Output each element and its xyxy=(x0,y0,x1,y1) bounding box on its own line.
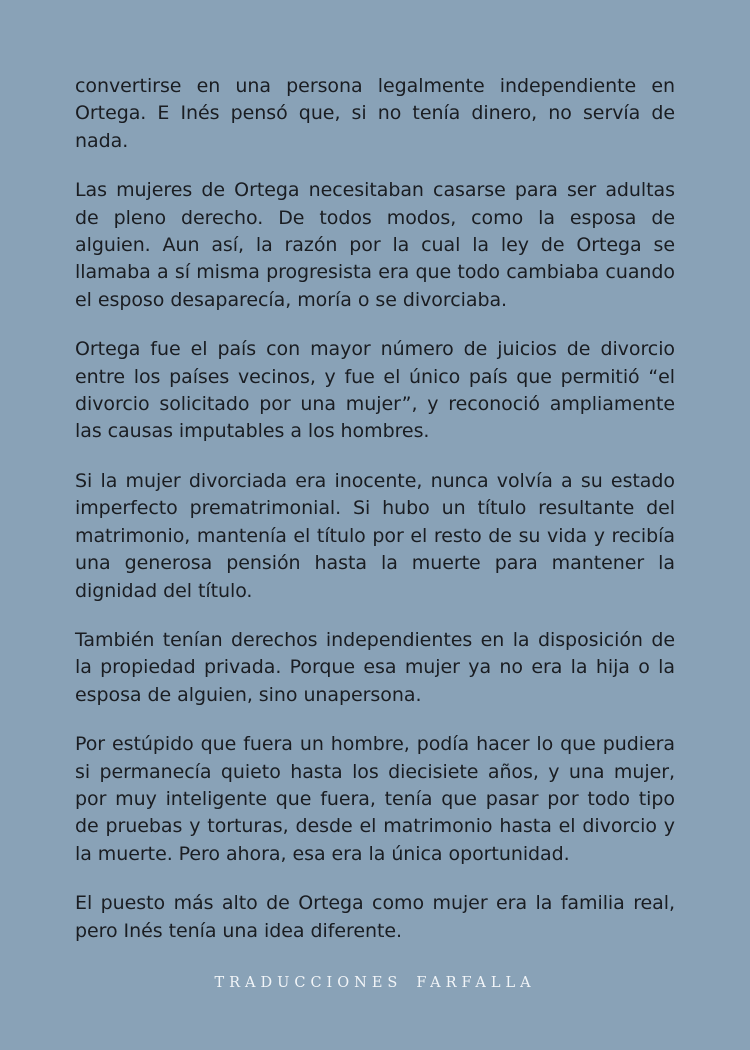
page-footer xyxy=(0,975,750,991)
paragraph: Si la mujer divorciada era inocente, nunca volvía a su estado imperfecto prematrimonial. Si hubo un título resultante del matrimonio, mantenía el título por el resto de su vida y recibía una generosa pensión hasta la muerte para mantener la dignidad del título. xyxy=(75,469,675,602)
paragraph: Ortega fue el país con mayor número de juicios de divorcio entre los países vecinos, y fue el único país que permitió “el divorcio solicitado por una mujer”, y reconoció ampliamente las causas imputables a los hombres. xyxy=(75,338,675,443)
footer-word-1: TRADUCCIONES xyxy=(214,975,403,991)
footer-word-2: FARFALLA xyxy=(416,975,536,991)
paragraph: Las mujeres de Ortega necesitaban casarse para ser adultas de pleno derecho. De todos modos, como la esposa de alguien. Aun así, la razón por la cual la ley de Ortega se llamaba a sí misma progresista era que todo cambiaba cuando el esposo desaparecía, moría o se divorciaba. xyxy=(75,179,675,311)
paragraph: El puesto más alto de Ortega como mujer era la familia real, pero Inés tenía una idea diferente. xyxy=(75,892,675,942)
paragraph: convertirse en una persona legalmente independiente en Ortega. E Inés pensó que, si no tenía dinero, no servía de nada. xyxy=(75,75,675,152)
paragraph: Por estúpido que fuera un hombre, podía hacer lo que pudiera si permanecía quieto hasta los diecisiete años, y una mujer, por muy inteligente que fuera, tenía que pasar por todo tipo de pruebas y torturas, desde el matrimonio hasta el divorcio y la muerte. Pero ahora, esa era la única oportunidad. xyxy=(75,733,675,865)
paragraph: También tenían derechos independientes en la disposición de la propiedad privada. Porque esa mujer ya no era la hija o la esposa de alguien, sino unapersona. xyxy=(75,628,675,706)
text-body xyxy=(75,73,675,967)
